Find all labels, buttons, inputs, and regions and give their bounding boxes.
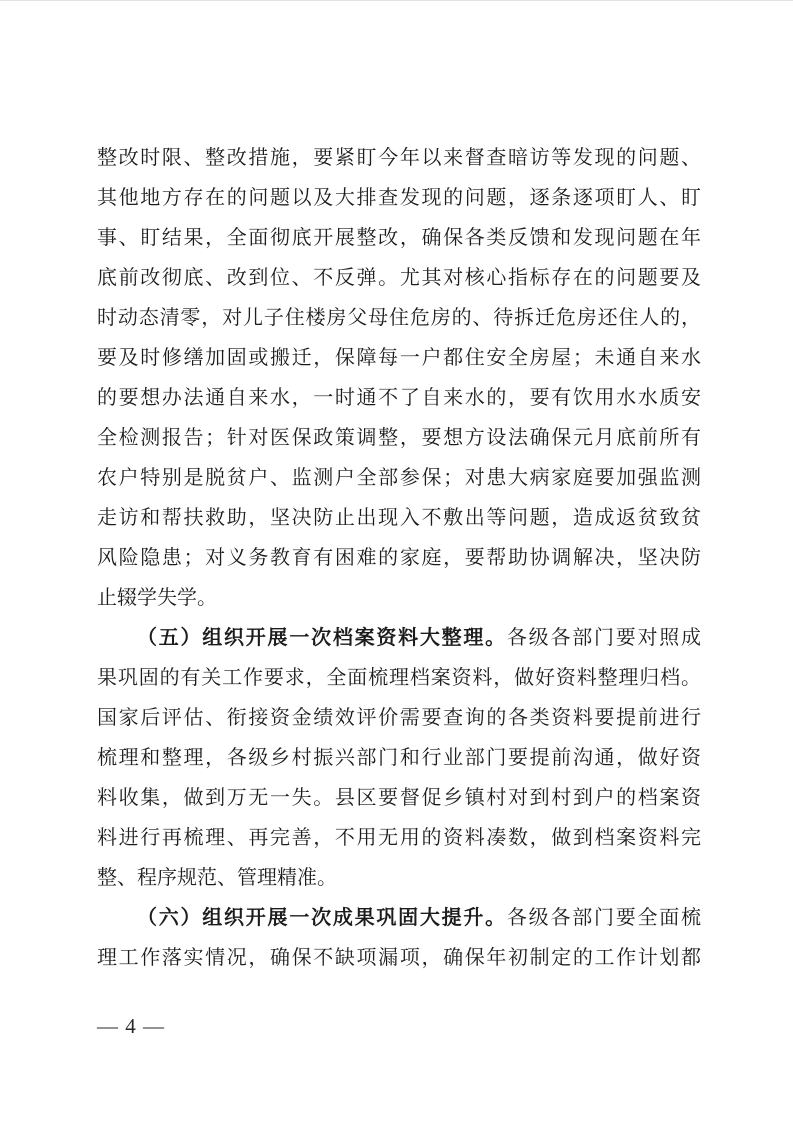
text-line: 果巩固的有关工作要求，全面梳理档案资料，做好资料整理归档。 (97, 667, 701, 689)
text-line: 农户特别是脱贫户、监测户全部参保；对患大病家庭要加强监测 (97, 467, 701, 489)
text-line: 止辍学失学。 (97, 587, 217, 609)
paragraph-6-heading-rest: 各级各部门要全面梳 (506, 907, 701, 929)
scan-edge-line (0, 0, 793, 1)
text-line: 国家后评估、衔接资金绩效评价需要查询的各类资料要提前进行 (97, 707, 701, 729)
text-line: 整改时限、整改措施，要紧盯今年以来督查暗访等发现的问题、 (97, 147, 701, 169)
text-line: 全检测报告；针对医保政策调整，要想方设法确保元月底前所有 (97, 427, 701, 449)
paragraph-continuation (97, 138, 701, 618)
text-line: 其他地方存在的问题以及大排查发现的问题，逐条逐项盯人、盯 (97, 187, 701, 209)
text-line: 要及时修缮加固或搬迁，保障每一户都住安全房屋；未通自来水 (97, 347, 701, 369)
document-body (97, 138, 701, 978)
text-line: 料进行再梳理、再完善，不用无用的资料凑数，做到档案资料完 (97, 827, 701, 849)
text-line: 理工作落实情况，确保不缺项漏项，确保年初制定的工作计划都 (97, 947, 701, 969)
page-footer (97, 1012, 165, 1040)
paragraph-section-5 (97, 618, 701, 898)
text-line: 料收集，做到万无一失。县区要督促乡镇村对到村到户的档案资 (97, 787, 701, 809)
paragraph-5-heading: （五）组织开展一次档案资料大整理。 (137, 627, 507, 649)
text-line (97, 618, 701, 658)
text-line: 梳理和整理，各级乡村振兴部门和行业部门要提前沟通，做好资 (97, 747, 701, 769)
text-line: 事、盯结果，全面彻底开展整改，确保各类反馈和发现问题在年 (97, 227, 701, 249)
text-line: 的要想办法通自来水，一时通不了自来水的，要有饮用水水质安 (97, 387, 701, 409)
page-number: — 4 — (97, 1014, 165, 1038)
text-line: 走访和帮扶救助，坚决防止出现入不敷出等问题，造成返贫致贫 (97, 507, 701, 529)
text-line: 时动态清零，对儿子住楼房父母住危房的、待拆迁危房还住人的， (97, 307, 701, 329)
text-line: 整、程序规范、管理精准。 (97, 867, 337, 889)
text-line (97, 898, 701, 938)
paragraph-5-heading-rest: 各级各部门要对照成 (506, 627, 701, 649)
paragraph-section-6 (97, 898, 701, 978)
text-line: 风险隐患；对义务教育有困难的家庭，要帮助协调解决，坚决防 (97, 547, 701, 569)
text-line: 底前改彻底、改到位、不反弹。尤其对核心指标存在的问题要及 (97, 267, 701, 289)
paragraph-6-heading: （六）组织开展一次成果巩固大提升。 (137, 907, 507, 929)
